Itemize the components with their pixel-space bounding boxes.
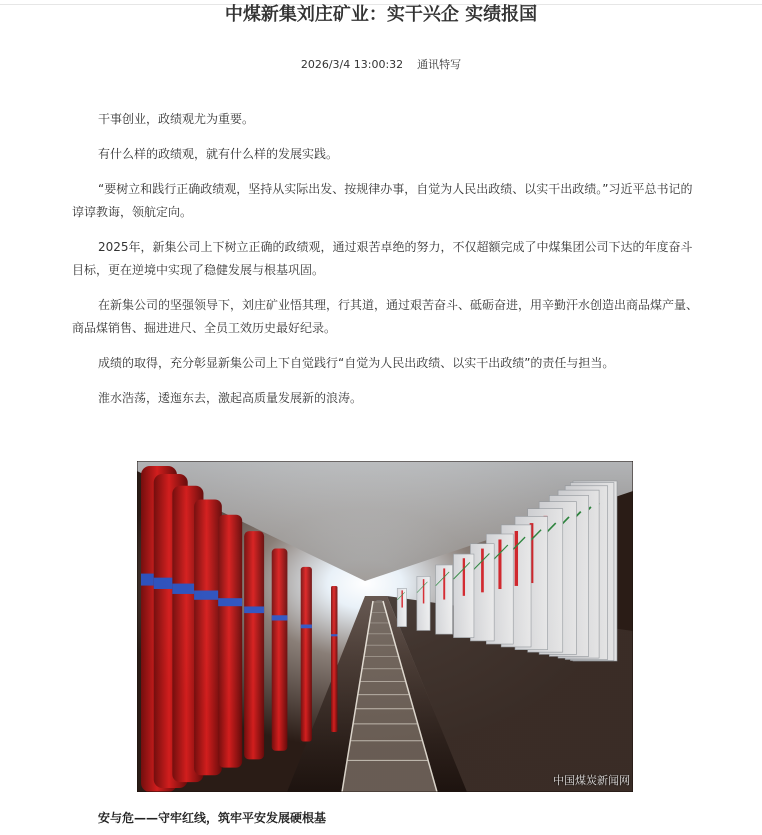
paragraph: 干事创业，政绩观尤为重要。 bbox=[98, 112, 255, 126]
section-subheading: 安与危——守牢红线，筑牢平安发展硬根基 bbox=[98, 811, 327, 825]
article-source: 通讯特写 bbox=[417, 58, 462, 71]
paragraph: 在新集公司的坚强领导下，刘庄矿业悟其理，行其道，通过艰苦奋斗、砥砺奋进，用辛勤汗水创造出商品煤产量、商品煤销售、掘进进尺、全员工效历史最好纪录。 bbox=[72, 298, 699, 335]
article-body bbox=[72, 108, 698, 422]
paragraph: “要树立和践行正确政绩观，坚持从实际出发、按规律办事，自觉为人民出政绩、以实干出政绩。”习近平总书记的谆谆教诲，领航定向。 bbox=[72, 182, 693, 219]
article-photo bbox=[137, 461, 633, 792]
article-title: 中煤新集刘庄矿业：实干兴企 实绩报国 bbox=[224, 4, 538, 25]
paragraph: 淮水浩荡，逶迤东去，激起高质量发展新的浪涛。 bbox=[98, 391, 363, 405]
article-meta bbox=[0, 56, 762, 74]
paragraph: 成绩的取得，充分彰显新集公司上下自觉践行“自觉为人民出政绩、以实干出政绩”的责任与担当。 bbox=[98, 356, 615, 370]
paragraph: 2025年，新集公司上下树立正确的政绩观，通过艰苦卓绝的努力，不仅超额完成了中煤集团公司下达的年度奋斗目标，更在逆境中实现了稳健发展与根基巩固。 bbox=[72, 240, 693, 277]
publish-date: 2026/3/4 13:00:32 bbox=[300, 58, 404, 71]
paragraph: 有什么样的政绩观，就有什么样的发展实践。 bbox=[98, 147, 339, 161]
coal-mine-tunnel-image bbox=[137, 461, 633, 792]
photo-watermark: 中国煤炭新闻网 bbox=[553, 774, 630, 787]
